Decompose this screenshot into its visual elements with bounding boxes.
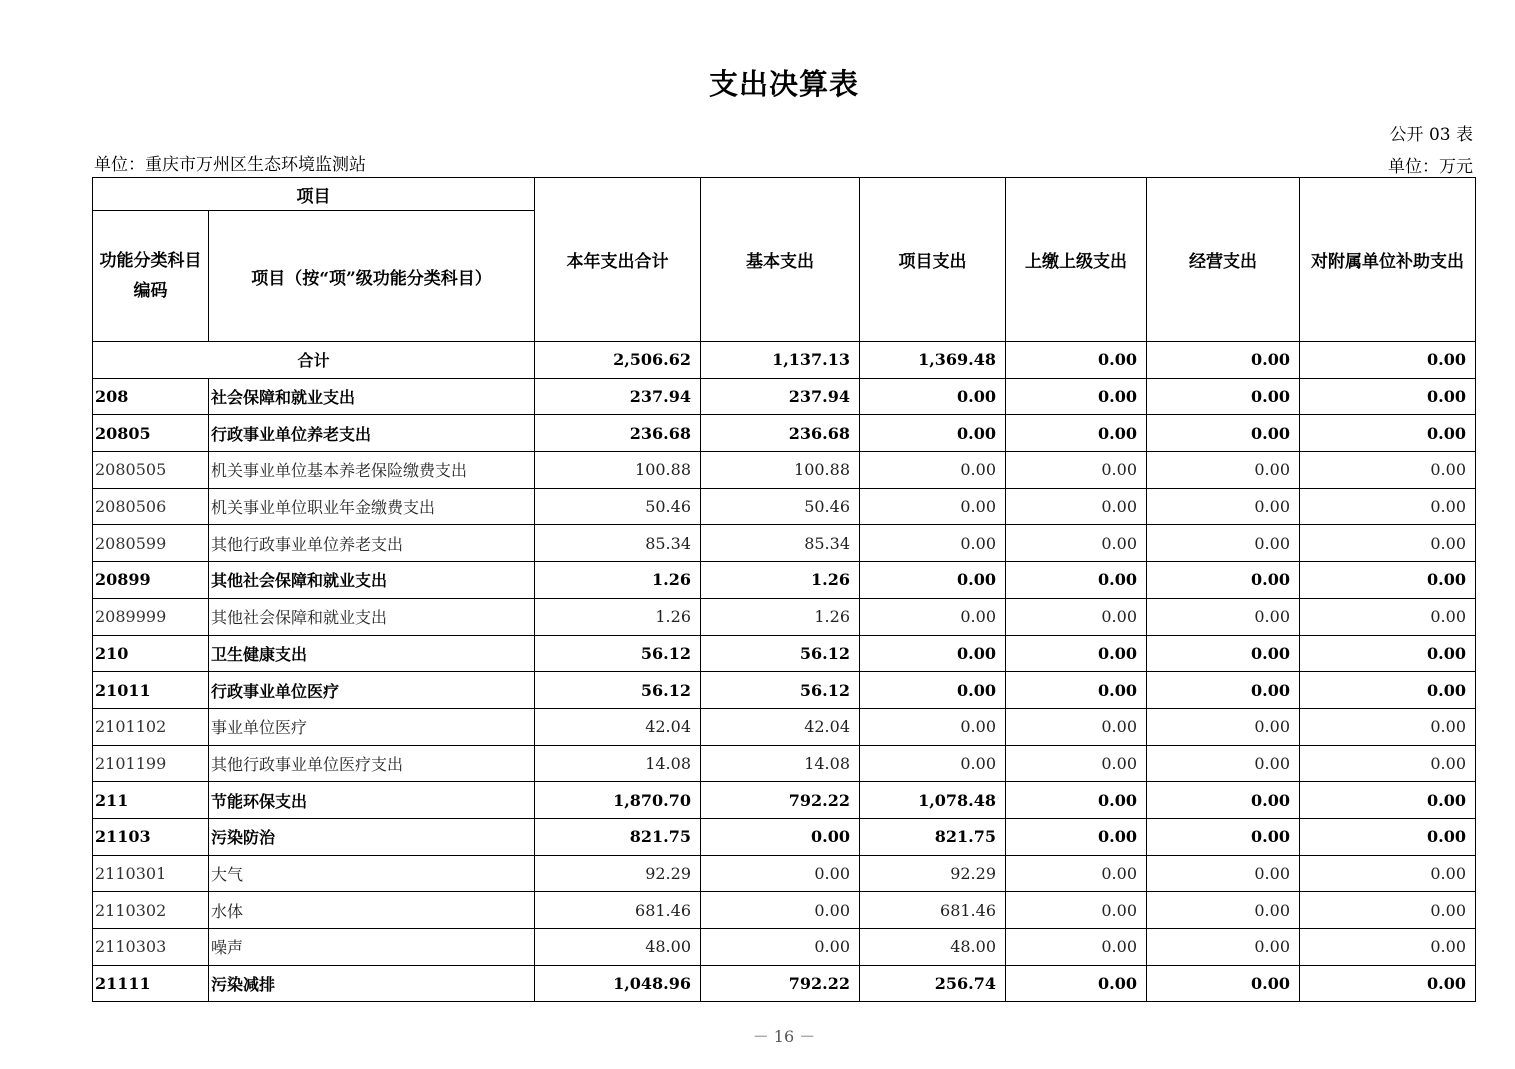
row-value: 0.00 [1147,378,1300,415]
row-value: 0.00 [1006,782,1147,819]
row-code: 2080506 [93,488,209,525]
row-value: 0.00 [1300,782,1476,819]
row-value: 14.08 [701,745,860,782]
row-value: 0.00 [860,745,1006,782]
row-name: 节能环保支出 [209,782,535,819]
row-code: 2110302 [93,892,209,929]
row-name: 大气 [209,855,535,892]
row-value: 50.46 [535,488,701,525]
total-cell: 1,137.13 [701,342,860,379]
page-number: － 16 － [752,1027,816,1046]
row-value: 0.00 [860,415,1006,452]
row-value: 0.00 [1300,965,1476,1002]
row-value: 0.00 [1006,965,1147,1002]
header-code: 功能分类科目编码 [93,211,209,342]
row-value: 821.75 [535,818,701,855]
row-value: 0.00 [1300,708,1476,745]
row-value: 0.00 [1300,525,1476,562]
table-row [93,415,1476,452]
row-value: 0.00 [1300,672,1476,709]
row-value: 0.00 [1006,635,1147,672]
row-value: 0.00 [1147,708,1300,745]
table-row [93,965,1476,1002]
table-row [93,635,1476,672]
row-value: 256.74 [860,965,1006,1002]
row-name: 其他社会保障和就业支出 [209,562,535,599]
row-code: 2101199 [93,745,209,782]
row-value: 0.00 [1147,782,1300,819]
row-value: 0.00 [1147,525,1300,562]
row-value: 0.00 [1300,818,1476,855]
row-value: 56.12 [535,635,701,672]
row-name: 污染防治 [209,818,535,855]
row-value: 0.00 [1300,488,1476,525]
row-name: 噪声 [209,929,535,966]
row-value: 0.00 [1147,488,1300,525]
row-value: 48.00 [535,929,701,966]
row-value: 85.34 [535,525,701,562]
row-name: 其他行政事业单位医疗支出 [209,745,535,782]
row-code: 20899 [93,562,209,599]
table-row [93,672,1476,709]
header-upper: 上缴上级支出 [1006,178,1147,342]
row-value: 0.00 [1147,929,1300,966]
row-value: 1.26 [701,598,860,635]
header-business: 经营支出 [1147,178,1300,342]
table-number: 公开 03 表 [1389,125,1473,145]
row-value: 0.00 [1300,415,1476,452]
row-value: 0.00 [701,818,860,855]
row-value: 100.88 [535,452,701,489]
row-value: 1,870.70 [535,782,701,819]
header-project-expenditure: 项目支出 [860,178,1006,342]
row-name: 社会保障和就业支出 [209,378,535,415]
row-value: 0.00 [701,892,860,929]
row-name: 机关事业单位职业年金缴费支出 [209,488,535,525]
row-value: 0.00 [1147,818,1300,855]
row-value: 0.00 [1006,929,1147,966]
row-code: 2080599 [93,525,209,562]
header-basic: 基本支出 [701,178,860,342]
row-value: 1.26 [701,562,860,599]
header-project: 项目 [93,178,535,211]
row-code: 211 [93,782,209,819]
table-body [93,342,1476,1002]
row-value: 56.12 [535,672,701,709]
table-row [93,855,1476,892]
row-value: 92.29 [535,855,701,892]
total-cell: 1,369.48 [860,342,1006,379]
row-value: 0.00 [1300,378,1476,415]
row-value: 237.94 [701,378,860,415]
row-value: 0.00 [1006,488,1147,525]
row-value: 0.00 [1147,892,1300,929]
table-row [93,598,1476,635]
row-code: 210 [93,635,209,672]
table-row [93,378,1476,415]
row-code: 2089999 [93,598,209,635]
row-value: 0.00 [1006,818,1147,855]
row-name: 其他社会保障和就业支出 [209,598,535,635]
row-name: 其他行政事业单位养老支出 [209,525,535,562]
row-value: 0.00 [1006,415,1147,452]
table-row [93,745,1476,782]
row-code: 2110301 [93,855,209,892]
table-row [93,929,1476,966]
row-value: 0.00 [1006,855,1147,892]
row-value: 0.00 [1006,672,1147,709]
row-value: 1.26 [535,562,701,599]
table-row [93,708,1476,745]
reporting-unit: 单位：重庆市万州区生态环境监测站 [94,155,366,175]
row-name: 污染减排 [209,965,535,1002]
row-value: 792.22 [701,782,860,819]
row-value: 681.46 [860,892,1006,929]
row-value: 0.00 [701,855,860,892]
row-value: 0.00 [860,708,1006,745]
row-value: 0.00 [1006,745,1147,782]
row-value: 0.00 [1147,855,1300,892]
row-name: 水体 [209,892,535,929]
row-value: 42.04 [701,708,860,745]
table-row [93,892,1476,929]
row-value: 0.00 [1147,415,1300,452]
row-value: 0.00 [1300,562,1476,599]
row-value: 56.12 [701,635,860,672]
row-value: 0.00 [860,598,1006,635]
total-cell: 2,506.62 [535,342,701,379]
row-value: 0.00 [1147,562,1300,599]
total-cell: 0.00 [1300,342,1476,379]
row-value: 56.12 [701,672,860,709]
row-value: 0.00 [860,562,1006,599]
row-code: 21103 [93,818,209,855]
row-value: 50.46 [701,488,860,525]
expenditure-table [92,177,1476,1002]
table-row [93,452,1476,489]
row-value: 0.00 [1300,452,1476,489]
header-total: 本年支出合计 [535,178,701,342]
total-cell: 0.00 [1147,342,1300,379]
row-code: 2080505 [93,452,209,489]
currency-unit: 单位：万元 [1388,157,1473,177]
row-code: 208 [93,378,209,415]
row-value: 0.00 [860,452,1006,489]
row-value: 0.00 [1147,635,1300,672]
row-value: 792.22 [701,965,860,1002]
row-value: 92.29 [860,855,1006,892]
row-value: 681.46 [535,892,701,929]
row-value: 0.00 [860,525,1006,562]
row-value: 0.00 [1147,672,1300,709]
row-value: 100.88 [701,452,860,489]
table-row [93,782,1476,819]
row-value: 0.00 [1006,562,1147,599]
row-value: 0.00 [1006,378,1147,415]
table-row [93,818,1476,855]
row-value: 0.00 [860,672,1006,709]
row-code: 2110303 [93,929,209,966]
row-value: 0.00 [1300,892,1476,929]
row-value: 236.68 [535,415,701,452]
row-value: 0.00 [1300,598,1476,635]
header-subsidy: 对附属单位补助支出 [1300,178,1476,342]
row-value: 0.00 [1147,598,1300,635]
row-value: 0.00 [1300,855,1476,892]
header-name: 项目（按“项”级功能分类科目） [209,211,535,342]
row-value: 237.94 [535,378,701,415]
row-code: 21111 [93,965,209,1002]
row-name: 机关事业单位基本养老保险缴费支出 [209,452,535,489]
row-value: 0.00 [1147,965,1300,1002]
row-value: 0.00 [1147,745,1300,782]
row-code: 21011 [93,672,209,709]
table-row [93,488,1476,525]
total-row [93,342,1476,379]
row-value: 236.68 [701,415,860,452]
row-value: 0.00 [860,635,1006,672]
row-value: 1,048.96 [535,965,701,1002]
table-row [93,525,1476,562]
row-value: 0.00 [1006,452,1147,489]
row-code: 2101102 [93,708,209,745]
row-value: 0.00 [1006,598,1147,635]
total-label: 合计 [93,342,535,379]
row-value: 0.00 [1006,525,1147,562]
row-name: 行政事业单位医疗 [209,672,535,709]
row-value: 0.00 [1006,708,1147,745]
row-value: 0.00 [1300,635,1476,672]
row-value: 821.75 [860,818,1006,855]
row-value: 0.00 [1300,929,1476,966]
row-value: 0.00 [1300,745,1476,782]
row-value: 1.26 [535,598,701,635]
row-value: 0.00 [860,488,1006,525]
table-row [93,562,1476,599]
row-name: 行政事业单位养老支出 [209,415,535,452]
row-code: 20805 [93,415,209,452]
row-value: 0.00 [701,929,860,966]
row-value: 0.00 [1006,892,1147,929]
row-value: 0.00 [860,378,1006,415]
row-value: 14.08 [535,745,701,782]
row-value: 48.00 [860,929,1006,966]
row-value: 42.04 [535,708,701,745]
page-title: 支出决算表 [708,67,859,101]
row-value: 1,078.48 [860,782,1006,819]
total-cell: 0.00 [1006,342,1147,379]
row-name: 事业单位医疗 [209,708,535,745]
row-name: 卫生健康支出 [209,635,535,672]
row-value: 85.34 [701,525,860,562]
row-value: 0.00 [1147,452,1300,489]
